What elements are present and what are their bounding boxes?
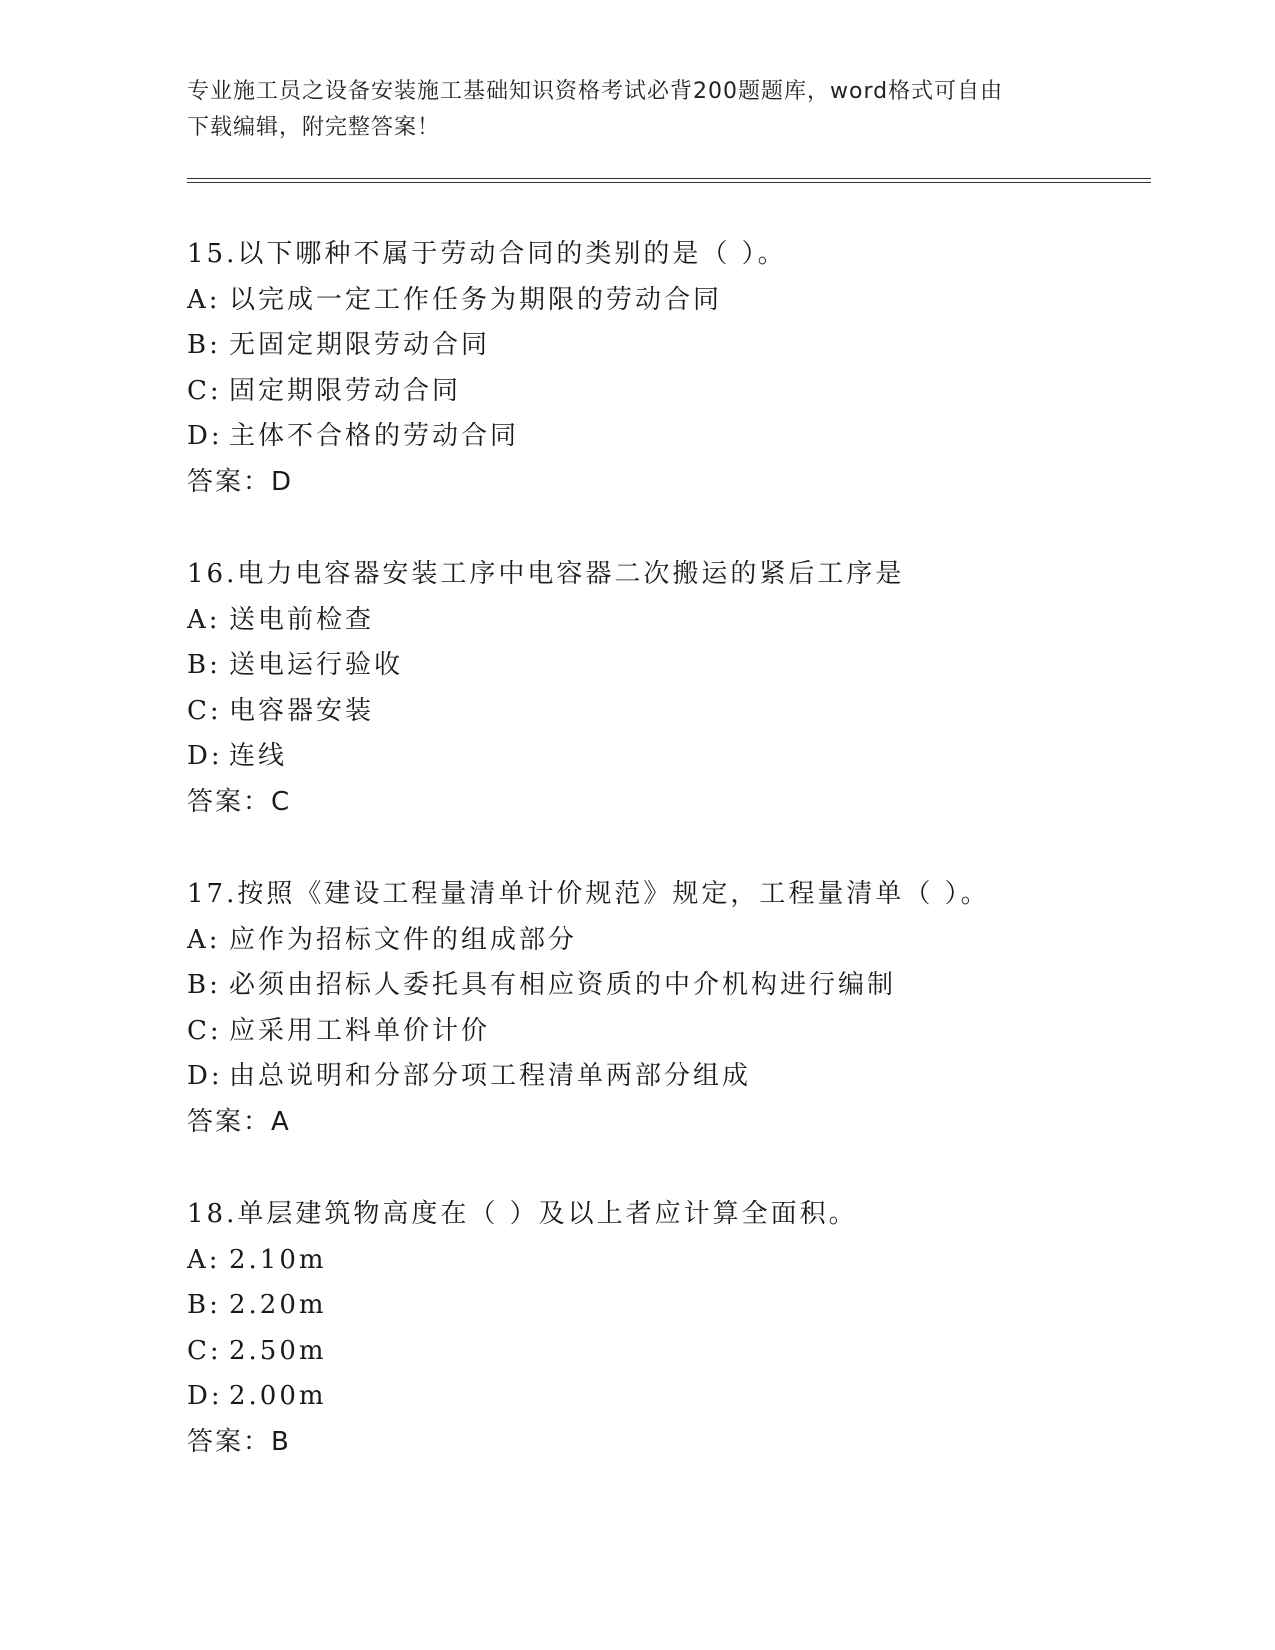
option-a (187, 278, 1151, 324)
option-key: C: (187, 1335, 222, 1366)
option-text: 电容器安装 (229, 695, 375, 726)
option-key: D: (187, 1381, 223, 1412)
question-16 (187, 552, 1151, 872)
option-d (187, 1054, 1151, 1100)
option-c (187, 1329, 1151, 1375)
option-text: 以完成一定工作任务为期限的劳动合同 (229, 284, 723, 315)
option-text: 2.50m (229, 1335, 327, 1366)
option-key: A: (187, 924, 221, 955)
question-stem: 17.按照《建设工程量清单计价规范》规定，工程量清单（ ）。 (187, 879, 990, 909)
option-b (187, 963, 1151, 1009)
option-key: B: (187, 970, 221, 1001)
option-text: 2.10m (229, 1244, 327, 1275)
option-key: C: (187, 695, 222, 726)
option-b (187, 1283, 1151, 1329)
option-key: B: (187, 330, 221, 361)
option-d (187, 734, 1151, 780)
question-17 (187, 872, 1151, 1192)
option-key: A: (187, 284, 221, 315)
option-text: 固定期限劳动合同 (229, 375, 462, 406)
option-a (187, 598, 1151, 644)
option-text: 2.00m (229, 1381, 327, 1412)
answer: 答案：B (187, 1426, 291, 1457)
header-line-1: 专业施工员之设备安装施工基础知识资格考试必背200题题库，word格式可自由 (187, 79, 1004, 104)
option-key: B: (187, 1290, 221, 1321)
option-text: 主体不合格的劳动合同 (229, 421, 520, 452)
answer: 答案：D (187, 466, 294, 497)
option-d (187, 1374, 1151, 1420)
option-key: D: (187, 741, 223, 772)
option-text: 由总说明和分部分项工程清单两部分组成 (229, 1061, 752, 1092)
option-text: 无固定期限劳动合同 (229, 330, 491, 361)
option-key: A: (187, 1244, 221, 1275)
option-b (187, 643, 1151, 689)
question-15 (187, 232, 1151, 552)
option-d (187, 414, 1151, 460)
option-key: B: (187, 650, 221, 681)
option-key: C: (187, 1015, 222, 1046)
option-key: A: (187, 604, 221, 635)
option-text: 送电前检查 (229, 604, 375, 635)
question-stem: 15.以下哪种不属于劳动合同的类别的是（ ）。 (187, 239, 787, 269)
option-key: D: (187, 1061, 223, 1092)
option-text: 2.20m (229, 1290, 327, 1321)
question-stem: 18.单层建筑物高度在（ ）及以上者应计算全面积。 (187, 1199, 858, 1229)
option-text: 应作为招标文件的组成部分 (229, 924, 578, 955)
option-text: 连线 (229, 741, 288, 772)
option-text: 必须由招标人委托具有相应资质的中介机构进行编制 (229, 970, 897, 1001)
option-c (187, 689, 1151, 735)
option-a (187, 1238, 1151, 1284)
option-text: 送电运行验收 (229, 650, 404, 681)
option-key: D: (187, 421, 223, 452)
option-b (187, 323, 1151, 369)
header-divider (187, 178, 1151, 183)
answer: 答案：C (187, 786, 292, 817)
answer: 答案：A (187, 1106, 291, 1137)
option-text: 应采用工料单价计价 (229, 1015, 491, 1046)
question-list (187, 232, 1151, 1512)
question-stem: 16.电力电容器安装工序中电容器二次搬运的紧后工序是 (187, 559, 905, 589)
option-key: C: (187, 375, 222, 406)
question-18 (187, 1192, 1151, 1512)
option-c (187, 369, 1151, 415)
option-a (187, 918, 1151, 964)
document-header (187, 74, 1087, 146)
header-line-2: 下载编辑，附完整答案！ (187, 115, 441, 140)
option-c (187, 1009, 1151, 1055)
